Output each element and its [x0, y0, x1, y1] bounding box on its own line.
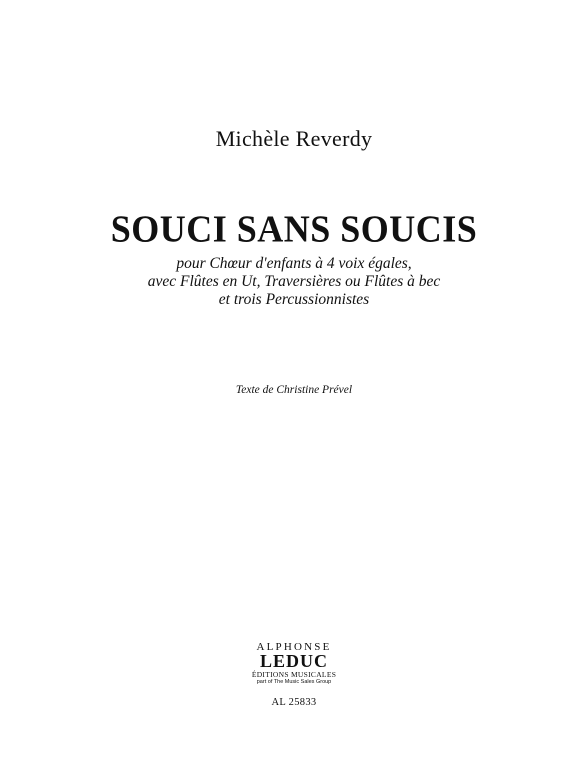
publisher-logo	[0, 641, 588, 686]
lyricist-credit: Texte de Christine Prével	[235, 384, 353, 396]
subtitle-line: et trois Percussionnistes	[218, 291, 370, 308]
publisher-logo-line2: LEDUC	[259, 651, 328, 671]
composer-name: Michèle Reverdy	[215, 126, 373, 151]
subtitle-line: pour Chœur d'enfants à 4 voix égales,	[176, 255, 412, 272]
publisher-group-line: part of The Music Sales Group	[256, 679, 332, 685]
publisher-logo-line3: ÉDITIONS MUSICALES	[251, 670, 337, 679]
publisher-logo-line1: ALPHONSE	[256, 641, 332, 653]
instrumentation-subtitle	[0, 255, 588, 309]
catalog-number: AL 25833	[271, 697, 317, 708]
subtitle-line: avec Flûtes en Ut, Traversières ou Flûtes à bec	[147, 273, 441, 290]
work-title: SOUCI SANS SOUCIS	[110, 208, 478, 250]
